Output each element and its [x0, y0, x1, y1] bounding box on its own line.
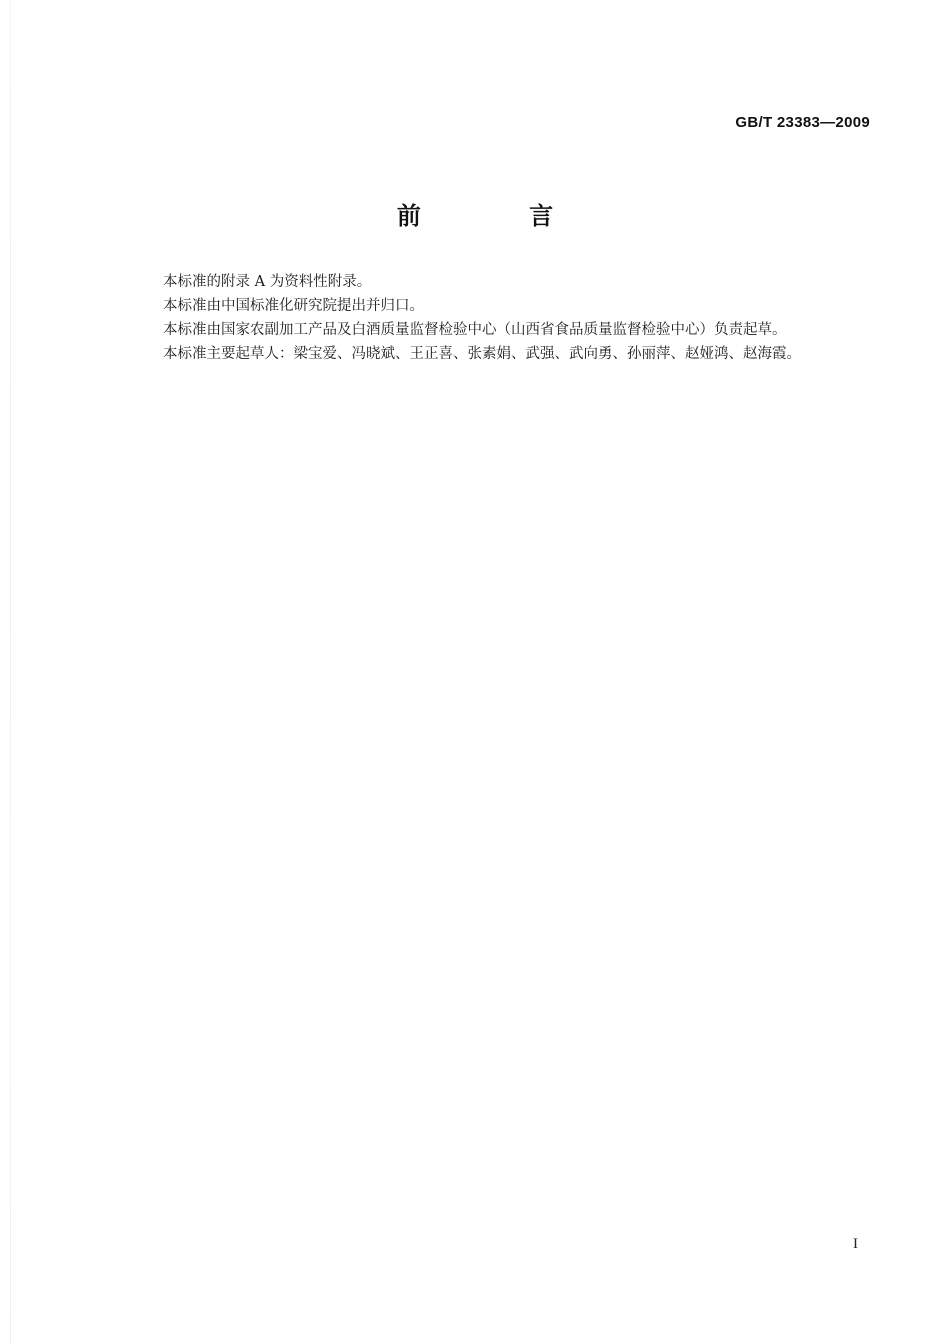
paragraph-drafters: 本标准主要起草人：梁宝爱、冯晓斌、王正喜、张素娟、武强、武向勇、孙丽萍、赵娅鸿、赵海霞。 [163, 346, 801, 362]
page-number: I [853, 1236, 858, 1252]
paragraph-drafting-org: 本标准由国家农副加工产品及白酒质量监督检验中心（山西省食品质量监督检验中心）负责起草。 [163, 322, 787, 338]
paragraph-appendix-note: 本标准的附录 A 为资料性附录。 [163, 274, 372, 290]
page-title: 前 言 [396, 202, 604, 230]
standard-code: GB/T 23383—2009 [735, 114, 870, 131]
foreword-body [163, 270, 883, 366]
paragraph-proposer: 本标准由中国标准化研究院提出并归口。 [163, 298, 424, 314]
